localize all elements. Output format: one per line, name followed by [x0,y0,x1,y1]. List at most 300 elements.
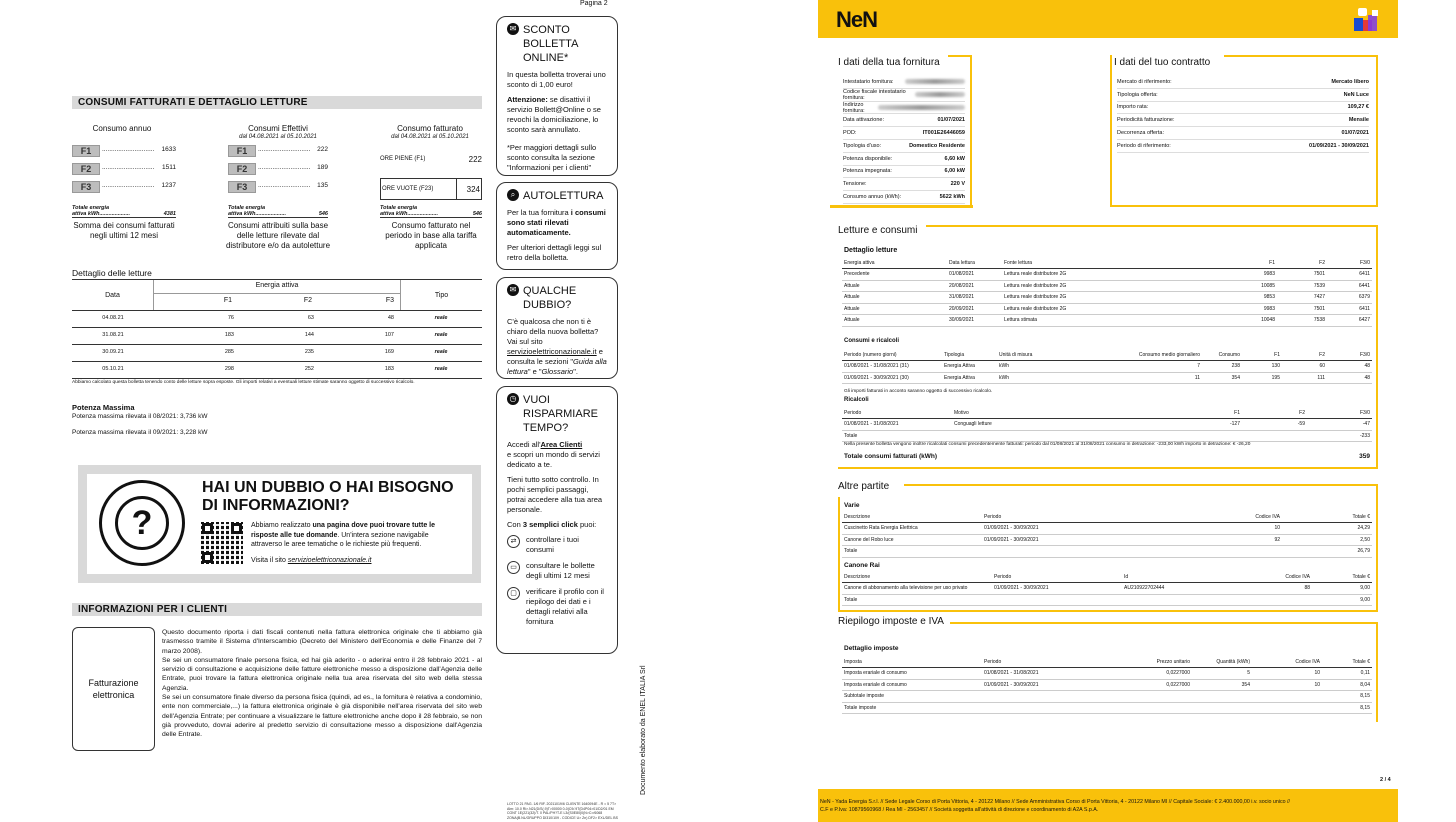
letture-f3: 169 [384,349,394,355]
contratto-key: Periodicità fatturazione: [1117,117,1175,124]
table-total-row [842,691,1372,703]
ore-piene-row [380,150,482,168]
table-header-cell: F3/0 [1327,349,1372,361]
vertical-note: Documento elaborato da ENEL ITALIA Srl [640,665,647,795]
bill-icon: ▭ [507,561,520,574]
fascia-block-f1: F1 [228,145,256,157]
table-cell: 11 [1107,372,1202,384]
fornitura-key: Tipologia d'uso: [843,142,882,149]
table-cell: Attuale [842,292,947,304]
qualche-dubbio-box [496,277,618,379]
fornitura-row [843,102,965,115]
dettaglio-letture-title: Dettaglio letture [844,247,898,254]
fornitura-key: Codice fiscale intestatario fornitura: [843,88,906,101]
fascia-block-f2: F2 [228,163,256,175]
letture-title: Dettaglio delle letture [72,268,152,278]
table-cell: 01/08/2021 - 31/08/2021 (31) [842,361,942,373]
table-header-cell: Periodo [842,407,952,419]
table-cell: Attuale [842,315,947,327]
table-header-cell: Quantità (kWh) [1192,656,1252,668]
tot-label-1: Totale energia [72,205,110,211]
letture-detail-table [842,257,1372,327]
contratto-row [1117,76,1369,89]
info-p2: Se sei un consumatore finale persona fisica, ed hai già aderito - o aderirai entro il 28 febbraio 2021 - al servizio di consultazione e acquisizione delle fatture elettroniche messo a disposizione dall'Agenzia delle Entrate, puoi trovare la fattura elettronica originale nella tua area riservata del sito web della stessa Agenzia. [162,656,482,692]
table-cell: Lettura reale distributore 2G [1002,303,1227,315]
table-cell: 30/09/2021 [947,315,1002,327]
mail-icon: ✉ [507,23,519,35]
letture-f1: 298 [224,366,234,372]
table-cell: 31/08/2021 [947,292,1002,304]
desc-fatturato: Consumo fatturato nel periodo in base alla tariffa applicata [385,221,477,250]
table-row [842,372,1372,384]
tempo-item-label: consultare le bollette degli ultimi 12 mesi [526,561,595,580]
letture-card-title: Letture e consumi [838,225,918,236]
fascia-value: 189 [317,164,328,171]
col-f3: F3 [385,297,394,304]
table-header-cell: Imposta [842,656,982,668]
qualche-i2: Glossario [541,367,574,376]
fornitura-row [843,191,965,204]
tempo-item [507,535,607,555]
ore-vuote-row [380,178,482,200]
sconto-p3: *Per maggiori dettagli sullo sconto consulta la sezione "Informazioni per i clienti" [507,143,597,172]
table-header-cell: Id [1122,571,1262,583]
table-cell: 0,11 [1322,668,1372,680]
table-cell: 354 [1202,372,1242,384]
letture-date: 05.10.21 [102,366,124,372]
table-cell: 195 [1242,372,1282,384]
table-cell: Energia Attiva [942,361,997,373]
table-header-cell: Consumo medio giornaliero [1107,349,1202,361]
letture-f2: 252 [304,366,314,372]
table-header-row [842,656,1372,668]
tempo-box [496,386,618,654]
table-cell: 10 [1252,679,1322,691]
table-cell: Precedente [842,269,947,281]
table-row [842,583,1372,595]
table-cell: 48 [1327,361,1372,373]
table-row [842,668,1372,680]
table-header-cell: F2 [1282,349,1327,361]
contratto-row [1117,140,1369,153]
ricalcoli-table [842,407,1372,442]
table-header-cell: Periodo [992,571,1122,583]
info-text [162,628,482,740]
table-cell: Lettura reale distributore 2G [1002,280,1227,292]
fornitura-value: 6,60 kW [944,155,965,162]
dot-leader: ............................. [102,146,155,153]
table-total-row [842,702,1372,714]
table-header-cell: Tipologia [942,349,997,361]
fornitura-row [843,153,965,166]
varie-title: Varie [844,502,860,509]
table-header-cell: Codice IVA [1252,656,1322,668]
fornitura-row [843,140,965,153]
table-row [842,679,1372,691]
table-cell: 9983 [1227,269,1277,281]
table-cell: 5 [1192,668,1252,680]
fornitura-row [843,114,965,127]
letture-row [72,327,482,344]
table-header-cell: Data lettura [947,257,1002,269]
fascia-block-f3: F3 [72,181,100,193]
table-cell: 88 [1262,583,1312,595]
dubbio-t1: Abbiamo realizzato [251,522,313,529]
table-cell: Attuale [842,280,947,292]
table-row [842,361,1372,373]
fornitura-row [843,89,965,102]
contratto-title: I dati del tuo contratto [1114,57,1211,68]
table-header-cell: Totale € [1312,571,1372,583]
table-header-cell: F2 [1242,407,1307,419]
table-header-row [842,257,1372,269]
table-cell: Cuscinetto Rata Energia Elettrica [842,523,982,535]
fornitura-key: Data attivazione: [843,117,884,124]
table-cell: 6379 [1327,292,1372,304]
redacted-value [915,92,965,97]
contratto-row [1117,114,1369,127]
contratto-value: 01/09/2021 - 30/09/2021 [1309,142,1369,149]
qr-code-icon [201,522,243,564]
tempo-item-label: verificare il profilo con il riepilogo dei dati e i dettagli relativi alla fornitura [526,587,604,626]
fascia-value-row [258,164,328,171]
dot-leader: ............................. [258,146,311,153]
tempo-item [507,587,607,627]
table-cell: 238 [1202,361,1242,373]
qualche-title: QUALCHE DUBBIO? [523,285,577,311]
ore-vuote-value: 324 [456,179,480,199]
table-cell: Canone del Robo luce [842,534,982,546]
table-header-cell: Periodo (numero giorni) [842,349,942,361]
dubbio-visit [251,557,372,564]
table-cell: 0,0227000 [1102,679,1192,691]
tot-annuo [72,205,176,218]
potenza-title: Potenza Massima [72,403,135,412]
table-header-cell: Periodo [982,511,1202,523]
dubbio-text [251,521,461,550]
tot-annuo-value: 4381 [163,211,176,217]
fascia-value-row [102,164,176,171]
tot-fatt-value: 546 [472,211,482,217]
letture-f1: 76 [227,315,234,321]
dubbio-banner [78,465,481,583]
desc-annuo: Somma dei consumi fatturati negli ultimi 12 mesi [73,221,175,240]
qualche-p1: C'è qualcosa che non ti è chiaro della nuova bolletta? Vai sul sito [507,317,599,346]
desc-effettivi: Consumi attribuiti sulla base delle letture rilevate dal distributore e/o da autoletture [225,221,331,250]
dettaglio-imposte-title: Dettaglio imposte [844,645,899,652]
tempo-p3: Tieni tutto sotto controllo. In pochi semplici passaggi, potrai accedere alla tua area personale. [507,475,603,514]
dubbio-heading [202,479,454,515]
table-cell: Lettura reale distributore 2G [1002,269,1227,281]
dubbio-t2: . Un'intera sezione navigabile attraverso le aree tematiche o le richieste più frequenti. [251,531,429,548]
fornitura-key: POD: [843,130,857,137]
total-label: Totale [842,546,1282,558]
fornitura-key: Intestatario fornitura: [843,78,894,85]
table-cell: Imposta erariale di consumo [842,679,982,691]
letture-date: 04.08.21 [102,315,124,321]
consumo-fatturato-period: dal 04.08.2021 al 05.10.2021 [391,134,469,140]
table-header-cell: Descrizione [842,511,982,523]
fornitura-value: Domestico Residente [909,142,965,149]
table-cell: 10085 [1227,280,1277,292]
contratto-value: Mensile [1348,117,1369,124]
contratto-row [1117,127,1369,140]
tempo-item-label: controllare i tuoi consumi [526,535,579,554]
info-p3: Se sei un consumatore finale diverso da persona fisica (quindi, ad es., la fornitura è relativa a condominio, ente non commerciale,...) la fattura elettronica originale è già disponibile nell'area riservata del sito web dell'Agenzia Entrate; per continuare a visualizzare le fatture elettroniche anche dopo il 28 febbraio, se non già provveduto, dovrai aderire al predetto servizio di consultazione messo a disposizione dall'Agenzia delle Entrate. [162,694,482,739]
fornitura-row [843,166,965,179]
table-cell: Imposta erariale di consumo [842,668,982,680]
table-header-row [842,407,1372,419]
table-cell: 10 [1202,523,1282,535]
area-clienti-link[interactable]: Area Clienti [540,440,583,449]
rai-table [842,571,1372,606]
total-value: 9,00 [1312,594,1372,606]
totale-fatturati [844,453,1370,460]
letture-f3: 183 [384,366,394,372]
autolettura-p1: Per la tua fornitura [507,208,571,217]
autolettura-title: AUTOLETTURA [523,190,604,202]
table-total-row [842,430,1372,442]
letture-row [72,310,482,327]
tempo-title: VUOI RISPARMIARE TEMPO? [523,394,598,434]
contratto-value: NeN Luce [1343,91,1369,98]
fascia-value-row [258,146,328,153]
table-cell: 0,0227000 [1102,668,1192,680]
table-cell: 01/09/2021 - 30/09/2021 (30) [842,372,942,384]
total-value: 8,15 [1322,702,1372,714]
fascia-block-f1: F1 [72,145,100,157]
consumi-effettivi-period: dal 04.08.2021 al 05.10.2021 [239,134,317,140]
col-f1: F1 [223,297,232,304]
altre-title: Altre partite [838,481,890,492]
table-header-cell: Totale € [1282,511,1372,523]
table-total-row [842,546,1372,558]
table-cell: 24,29 [1282,523,1372,535]
tot-fatt-label: Totale consumi fatturati (kWh) [844,453,938,460]
tot-label-1: Totale energia [380,205,418,211]
col-energia: Energia attiva [255,282,299,289]
letture-f2: 63 [307,315,314,321]
table-row [842,280,1372,292]
table-cell: 92 [1202,534,1282,546]
table-cell: 6441 [1327,280,1372,292]
table-header-cell: Totale € [1322,656,1372,668]
table-row [842,534,1372,546]
footer-line-2: C.F e P.Iva: 10879560968 / Rea MI - 2563457 // Società soggetta all'attività di direzione e coordinamento di A2A S.p.A. [820,807,1099,813]
total-label: Totale [842,430,1307,442]
table-header-cell: Periodo [982,656,1102,668]
qualche-i1: Guida alla lettura [507,357,607,376]
table-cell: 9,00 [1312,583,1372,595]
ore-piene-label: ORE PIENE (F1) [380,156,426,162]
qualche-p3: " e " [527,367,542,376]
table-cell: 10 [1252,668,1322,680]
fascia-value-row [258,182,328,189]
fornitura-value: 01/07/2021 [937,117,965,124]
fascia-value-row [102,146,176,153]
fascia-value: 222 [317,146,328,153]
table-cell: 6427 [1327,315,1372,327]
dot-leader: ............................. [258,182,311,189]
dubbio-t3: Visita il sito [251,557,288,564]
contratto-row [1117,89,1369,102]
sconto-attenzione: Attenzione: [507,95,548,104]
tot-fatt-value: 359 [1359,453,1370,460]
autolettura-box [496,182,618,270]
clock-icon: ◷ [507,393,519,405]
imposte-title: Riepilogo imposte e IVA [838,616,944,627]
tot-eff-value: 546 [318,211,328,217]
consumi-table [842,349,1372,384]
profile-icon: ▢ [507,587,520,600]
table-cell: Lettura reale distributore 2G [1002,292,1227,304]
footer-text [818,798,1398,814]
tempo-p2: e scopri un mondo di servizi dedicato a te. [507,450,600,469]
total-value: -233 [1307,430,1372,442]
sconto-title: SCONTO BOLLETTA ONLINE* [523,24,578,64]
table-cell: AU210922702444 [1122,583,1262,595]
col-tipo: Tipo [400,280,482,310]
question-icon: ? [99,480,185,566]
letture-f2: 144 [304,332,314,338]
table-cell: 8,04 [1322,679,1372,691]
tot-fatturato [380,205,482,218]
table-cell: 7501 [1277,269,1327,281]
redacted-value [878,105,965,110]
letture-f3: 48 [387,315,394,321]
fornitura-value: 5622 kWh [939,194,965,201]
info-section-title: INFORMAZIONI PER I CLIENTI [72,603,482,616]
table-cell: 6411 [1327,269,1372,281]
dubbio-heading-1: HAI UN DUBBIO O HAI BISOGNO [202,479,454,496]
autolettura-p2: Per ulteriori dettagli leggi sul retro della bolletta. [507,243,602,262]
letture-tipo: reale [434,349,448,355]
table-cell: 01/09/2021 - 30/09/2021 [982,679,1102,691]
table-cell: Canone di abbonamento alla televisione per uso privato [842,583,992,595]
table-cell: Lettura stimata [1002,315,1227,327]
consumi-effettivi-title: Consumi Effettivi [248,124,308,133]
redacted-value [905,79,965,84]
tot-label-1: Totale energia [228,205,266,211]
table-cell: 9983 [1227,303,1277,315]
table-header-cell: Unità di misura [997,349,1107,361]
contratto-value: Mercato libero [1331,78,1369,85]
table-cell: 111 [1282,372,1327,384]
fascia-block-f2: F2 [72,163,100,175]
table-header-cell: F1 [1242,349,1282,361]
qualche-link[interactable]: servizioelettriconazionale.it [507,347,597,356]
table-header-cell: F3/0 [1307,407,1372,419]
table-cell: 01/08/2021 - 31/08/2021 [982,668,1102,680]
consumo-annuo-title: Consumo annuo [92,124,152,133]
contratto-key: Mercato di riferimento: [1117,78,1172,85]
letture-tipo: reale [434,366,448,372]
fornitura-row [843,76,965,89]
fornitura-key: Tensione: [843,181,867,188]
tot-label-2: attiva kWh.................... [380,211,439,217]
total-label: Totale [842,594,1312,606]
fascia-value: 135 [317,182,328,189]
table-cell: kWh [997,361,1107,373]
letture-f1: 183 [224,332,234,338]
toggle-icon: ⇄ [507,535,520,548]
table-header-row [842,349,1372,361]
table-header-row [842,571,1372,583]
fornitura-value: IT001E26446059 [922,130,965,137]
fornitura-value: 220 V [950,181,965,188]
tempo-items [507,535,607,627]
table-cell: 01/09/2021 - 30/09/2021 [982,523,1202,535]
table-cell: 2,50 [1282,534,1372,546]
brand-mark-icon [1354,8,1380,32]
potenza-r1: Potenza massima rilevata il 08/2021: 3,736 kW [72,413,208,420]
letture-tipo: reale [434,315,448,321]
total-value: 8,15 [1322,691,1372,703]
header-bar [818,0,1398,38]
contratto-key: Decorrenza offerta: [1117,130,1164,137]
mail-icon: ✉ [507,284,519,296]
table-header-cell: Descrizione [842,571,992,583]
letture-f3: 107 [384,332,394,338]
fascia-value: 1237 [161,182,176,189]
dubbio-heading-2: DI INFORMAZIONI? [202,497,350,514]
qualche-p2: e consulta le sezioni " [507,347,603,366]
consumo-fatturato-title: Consumo fatturato [397,124,463,133]
table-cell: 7538 [1277,315,1327,327]
letture-note: Abbiamo calcolato questa bolletta tenendo conto delle letture sopra esposte. Gli importi relativi a eventuali letture stimate saranno oggetto di successivo ricalcolo. [72,380,415,385]
ricalcoli-note: Nella presente bolletta vengono inoltre ricalcolati consumi precedentemente fatturati: periodo dal 01/08/2021 al 31/08/2021 consumo in detrazione: -233,00 kWh importo in detrazione: € -26,20 [844,442,1251,447]
tot-effettivi [228,205,328,218]
total-value: 26,79 [1282,546,1372,558]
table-cell: Conguagli letture [952,419,1172,431]
fascia-block-f3: F3 [228,181,256,193]
lotto-code: LOTTO 21 PAG. 1/6 RIF. 20211019/6 CLIENTE 1640094E - R = 5 7T> Alm: 10.0 Ri>.N21(D/S(.9)T>00000 0-0(C9/.9T(D4P04>01/D2/01 EM CONT 1E(221(32)/T. 0 PAL/PH?T-E L3/(S0E80)0(N>C>/6068 ZONA(B.NL/GRUPPO DI310/109 - CODICE U> Zn) DF2> EXL/DEL BS [507,802,618,820]
potenza-r2: Potenza massima rilevata il 09/2021: 3,228 kW [72,429,208,436]
table-cell: Attuale [842,303,947,315]
table-header-cell: F1 [1227,257,1277,269]
footer-line-1: NeN - Yada Energia S.r.l. // Sede Legale Corso di Porta Vittoria, 4 - 20122 Milano // Sede Amministrativa Corso di Porta Vittoria, 4 - 20122 Milano MI // Capitale Sociale: € 2.400.000,00 i.v. socio unico // [820,799,1291,805]
table-cell: 7501 [1277,303,1327,315]
table-row [842,315,1372,327]
tempo-p4c: puoi: [577,520,597,529]
rai-title: Canone Rai [844,562,880,569]
table-cell: 7 [1107,361,1202,373]
table-header-cell: Codice IVA [1202,511,1282,523]
fascia-value: 1633 [161,146,176,153]
ricalcoli-title: Ricalcoli [844,397,869,403]
tempo-item [507,561,607,581]
table-header-cell: Consumo [1202,349,1242,361]
fornitura-row [843,178,965,191]
table-header-row [842,511,1372,523]
letture-date: 30.09.21 [102,349,124,355]
table-total-row [842,594,1372,606]
dubbio-link[interactable]: servizioelettriconazionale.it [287,557,372,564]
tempo-p4: Con [507,520,523,529]
table-cell: 01/09/2021 - 30/09/2021 [982,534,1202,546]
table-header-cell: F1 [1172,407,1242,419]
table-cell: -59 [1242,419,1307,431]
table-cell: Energia Attiva [942,372,997,384]
consumi-section-title: CONSUMI FATTURATI E DETTAGLIO LETTURE [72,96,482,109]
total-label: Subtotale imposte [842,691,1322,703]
table-cell: 9853 [1227,292,1277,304]
fornitura-key: Potenza disponibile: [843,155,893,162]
table-cell: 48 [1327,372,1372,384]
consumi-note: Gli importi fatturati in acconto saranno oggetto di successivo ricalcolo. [844,389,993,394]
table-cell: 20/08/2021 [947,280,1002,292]
table-cell: 01/08/2021 - 31/08/2021 [842,419,952,431]
